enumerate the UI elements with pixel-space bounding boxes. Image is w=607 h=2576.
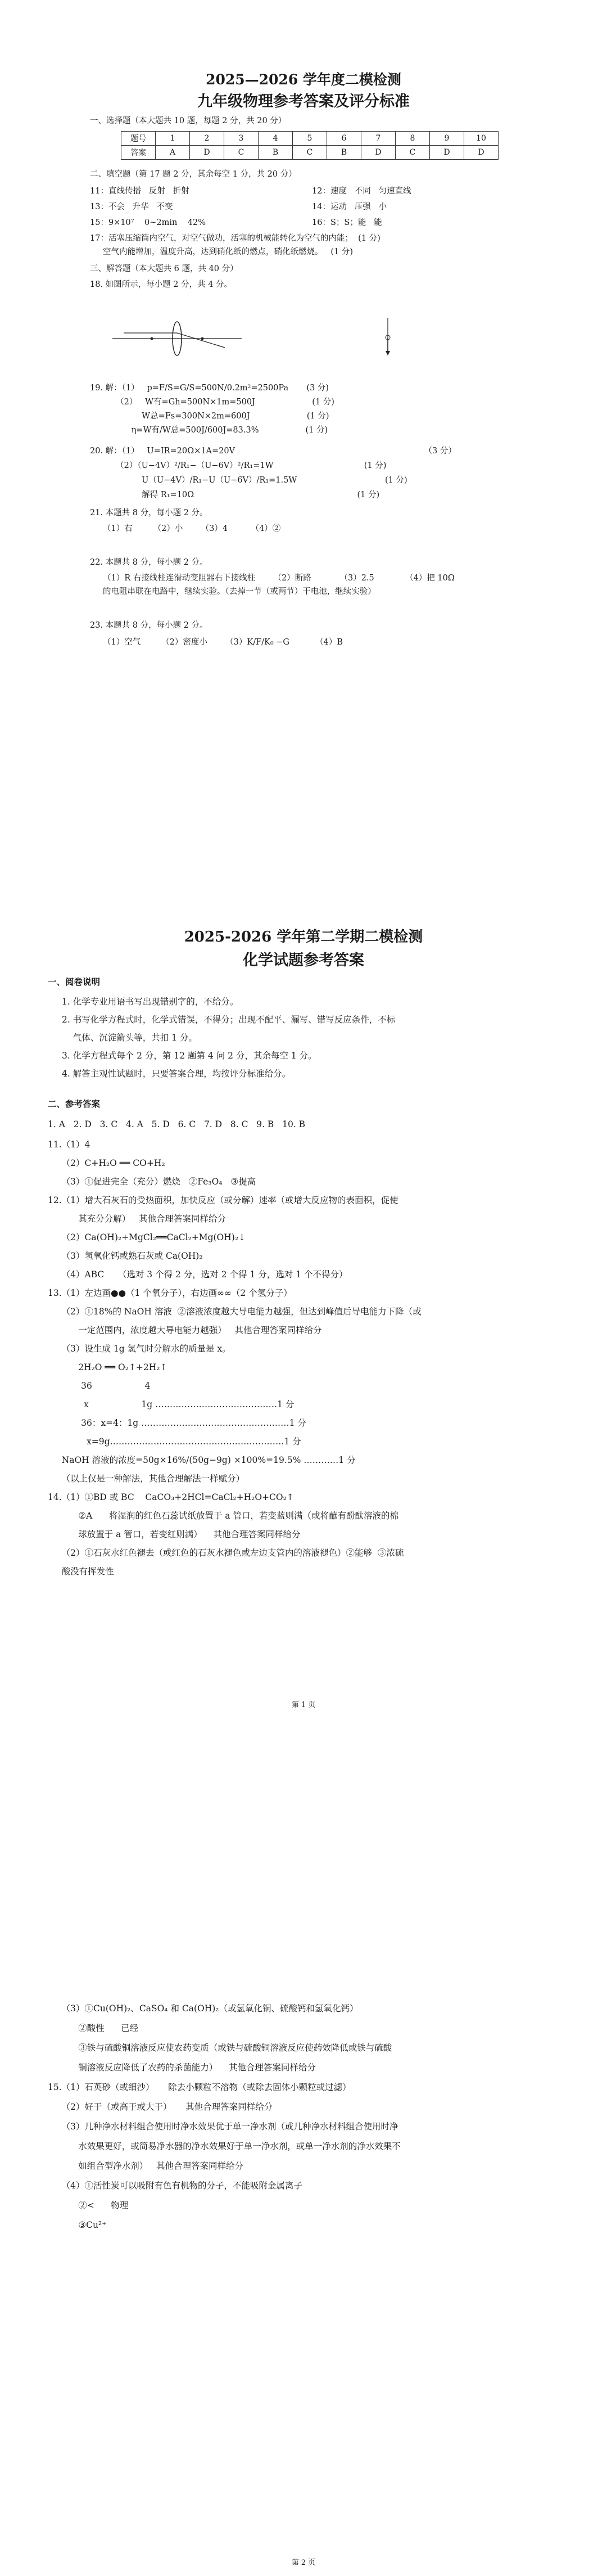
table-answer-cell: C xyxy=(224,146,259,160)
answer-line: （2）Ca(OH)₂+MgCl₂══CaCl₂+Mg(OH)₂↓ xyxy=(48,1232,246,1242)
table-header-cell: 题号 xyxy=(121,132,156,146)
chem-title-1: 2025-2026 学年第二学期二模检测 xyxy=(184,929,423,945)
answer-line: ②酸性 已经 xyxy=(48,2023,139,2033)
answer-line: （4）①活性炭可以吸附有色有机物的分子，不能吸附金属离子 xyxy=(48,2181,302,2191)
answer-line: 15.（1）石英砂（或细沙） 除去小颗粒不溶物（或除去固体小颗粒或过滤） xyxy=(48,2082,351,2092)
table-answer-cell: D xyxy=(361,146,396,160)
focus-point-left xyxy=(151,337,153,340)
answer-line: 36：x=4：1g ……………………………………………1 分 xyxy=(48,1418,306,1428)
q20-line-1: 20. 解：（1） U=IR=20Ω×1A=20V （3 分） xyxy=(90,447,456,456)
answer-line: 12.（1）增大石灰石的受热面积，加快反应（或分解）速率（或增大反应物的表面积，促使 xyxy=(48,1195,398,1205)
fill-17b: 空气内能增加，温度升高，达到硝化纸的燃点，硝化纸燃烧。 (1 分) xyxy=(90,247,354,256)
focus-point-right xyxy=(201,337,204,340)
q21-line-2: （1）右 （2）小 （3）4 （4）② xyxy=(90,524,281,533)
q23-line-2: （1）空气 （2）密度小 （3）K/F/K₀ −G （4）B xyxy=(90,638,343,647)
fill-15: 15：9×10⁷ 0~2min 42% xyxy=(90,218,206,227)
answer-line: （2）C+H₂O ══ CO+H₂ xyxy=(48,1158,165,1168)
fill-14: 14：运动 压强 小 xyxy=(312,202,387,211)
chemistry-page-2 xyxy=(0,1732,607,2576)
calc-heading: 三、解答题（本大题共 6 题，共 40 分） xyxy=(90,264,238,273)
answer-line: NaOH 溶液的浓度=50g×16%/(50g−9g) ×100%=19.5% …………1 分 xyxy=(48,1455,356,1465)
answer-line: （4）ABC （选对 3 个得 2 分，选对 2 个得 1 分，选对 1 个不得分） xyxy=(48,1269,348,1280)
answer-line: ③Cu²⁺ xyxy=(48,2220,107,2230)
table-header-cell: 6 xyxy=(327,132,361,146)
q22-line-1: 22. 本题共 8 分，每小题 2 分。 xyxy=(90,558,208,567)
answer-line: （3）几种净水材料组合使用时净水效果优于单一净水剂（或几种净水材料组合使用时净 xyxy=(48,2122,398,2132)
answer-line: （2）①18%的 NaOH 溶液 ②溶液浓度越大导电能力越强，但达到峰值后导电能力下降（或 xyxy=(48,1307,422,1317)
answer-line: （2）①石灰水红色褪去（或红色的石灰水褪色或左边支管内的溶液褪色）②能够 ③浓硫 xyxy=(48,1548,404,1558)
table-answer-cell: C xyxy=(293,146,327,160)
page-number-2: 第 2 页 xyxy=(291,2559,316,2567)
q19-line-4: η=W有/W总=500J/600J=83.3% (1 分) xyxy=(90,426,328,435)
note-3: 3. 化学方程式每个 2 分，第 12 题第 4 问 2 分，其余每空 1 分。 xyxy=(62,1051,317,1061)
table-header-cell: 8 xyxy=(396,132,430,146)
table-answer-cell: C xyxy=(396,146,430,160)
table-header-cell: 5 xyxy=(293,132,327,146)
table-answer-cell: D xyxy=(464,146,499,160)
answer-line: 2H₂O ══ O₂↑+2H₂↑ xyxy=(48,1362,167,1372)
answer-line: ③铁与硫酸铜溶液反应使农药变质（或铁与硫酸铜溶液反应使药效降低或铁与硫酸 xyxy=(48,2043,392,2053)
answer-line: x=9g……………………………………………………1 分 xyxy=(48,1436,301,1447)
table-header-cell: 10 xyxy=(464,132,499,146)
table-header-cell: 1 xyxy=(156,132,190,146)
answer-line: （以上仅是一种解法，其他合理解法一样赋分） xyxy=(48,1474,245,1484)
answer-line: ②A 将湿润的红色石蕊试纸放置于 a 管口，若变蓝则满（或将蘸有酚酞溶液的棉 xyxy=(48,1511,398,1521)
q21-line-1: 21. 本题共 8 分，每小题 2 分。 xyxy=(90,508,208,517)
chem-mc-answers: 1. A 2. D 3. C 4. A 5. D 6. C 7. D 8. C 9. B 10. B xyxy=(48,1119,306,1129)
physics-page xyxy=(0,0,607,832)
answer-line: （3）①促进完全（充分）燃烧 ②Fe₃O₄ ③提高 xyxy=(48,1177,256,1187)
answer-line: 13.（1）左边画●●（1 个氧分子），右边画∞∞（2 个氢分子） xyxy=(48,1288,292,1298)
q22-line-3: 的电阻串联在电路中，继续实验。（去掉一节（或两节）干电池，继续实验） xyxy=(90,587,376,596)
chemistry-page-1 xyxy=(0,889,607,1732)
table-header-cell: 7 xyxy=(361,132,396,146)
q19-line-3: W总=Fs=300N×2m=600J (1 分) xyxy=(90,412,329,421)
answer-line: 水效果更好，或简易净水器的净水效果好于单一净水剂，或单一净水剂的净水效果不 xyxy=(48,2141,401,2151)
note-2: 2. 书写化学方程式时，化学式错误，不得分；出现不配平、漏写、错写反应条件，不标 xyxy=(62,1015,396,1025)
fill-12: 12：速度 不同 匀速直线 xyxy=(312,187,411,196)
physics-title-2: 九年级物理参考答案及评分标准 xyxy=(197,93,410,110)
chem-section-1: 一、阅卷说明 xyxy=(48,976,101,987)
answer-line: 其充分分解） 其他合理答案同样给分 xyxy=(48,1214,226,1224)
q18-text: 18. 如图所示，每小题 2 分，共 4 分。 xyxy=(90,280,233,289)
mc-heading: 一、选择题（本大题共 10 题，每题 2 分，共 20 分） xyxy=(90,116,287,125)
answer-line: （3）①Cu(OH)₂、CaSO₄ 和 Ca(OH)₂（或氢氧化铜、硫酸钙和氢氧化钙） xyxy=(48,2003,359,2014)
q20-line-3: U（U−4V）/R₁−U（U−6V）/R₁=1.5W (1 分) xyxy=(90,476,407,485)
answer-table-answer-row xyxy=(121,146,499,160)
answer-line: 11.（1）4 xyxy=(48,1140,90,1150)
arrow-head xyxy=(386,351,390,355)
answer-line: （3）氢氧化钙或熟石灰或 Ca(OH)₂ xyxy=(48,1251,203,1261)
answer-table xyxy=(121,131,499,160)
page-number-1: 第 1 页 xyxy=(291,1701,316,1709)
fill-17a: 17：活塞压缩筒内空气，对空气做功，活塞的机械能转化为空气的内能； (1 分) xyxy=(90,234,380,243)
fill-16: 16：S；S；能 能 xyxy=(312,218,382,227)
lens-diagram xyxy=(112,321,242,360)
answer-line: （3）设生成 1g 氢气时分解水的质量是 x。 xyxy=(48,1344,231,1354)
answer-line: （2）好于（或高于或大于） 其他合理答案同样给分 xyxy=(48,2102,273,2112)
table-header-cell: 3 xyxy=(224,132,259,146)
note-1: 1. 化学专业用语书写出现错别字的，不给分。 xyxy=(62,997,239,1007)
table-header-cell: 4 xyxy=(259,132,293,146)
answer-line: 14.（1）①BD 或 BC CaCO₃+2HCl=CaCl₂+H₂O+CO₂↑ xyxy=(48,1492,294,1502)
fill-heading: 二、填空题（第 17 题 2 分，其余每空 1 分，共 20 分） xyxy=(90,170,297,179)
table-header-cell: 2 xyxy=(190,132,224,146)
answer-line: 如组合型净水剂） 其他合理答案同样给分 xyxy=(48,2161,243,2171)
table-answer-cell: A xyxy=(156,146,190,160)
q23-line-1: 23. 本题共 8 分，每小题 2 分。 xyxy=(90,621,208,630)
table-answer-cell: 答案 xyxy=(121,146,156,160)
q22-line-2: （1）R 右接线柱连滑动变阻器右下接线柱 （2）断路 （3）2.5 （4）把 10Ω xyxy=(90,574,455,583)
chem-section-2: 二、参考答案 xyxy=(48,1098,101,1109)
answer-line: ②< 物理 xyxy=(48,2200,129,2210)
answer-line: x 1g ……………………………………1 分 xyxy=(48,1399,295,1409)
table-header-cell: 9 xyxy=(430,132,464,146)
q19-line-2: （2） W有=Gh=500N×1m=500J (1 分) xyxy=(90,398,334,407)
note-4: 4. 解答主观性试题时，只要答案合理，均按评分标准给分。 xyxy=(62,1069,291,1079)
note-2-cont: 气体、沉淀箭头等，共扣 1 分。 xyxy=(62,1033,197,1043)
answer-line: 36 4 xyxy=(48,1381,151,1391)
answer-line: 铜溶液反应降低了农药的杀菌能力） 其他合理答案同样给分 xyxy=(48,2062,316,2073)
physics-title-1: 2025—2026 学年度二模检测 xyxy=(206,71,401,88)
q20-line-2: （2）（U−4V）²/R₁−（U−6V）²/R₁=1W (1 分) xyxy=(90,461,387,470)
table-answer-cell: D xyxy=(190,146,224,160)
table-answer-cell: B xyxy=(259,146,293,160)
chem-title-2: 化学试题参考答案 xyxy=(243,952,364,969)
q19-line-1: 19. 解：（1） p=F/S=G/S=500N/0.2m²=2500Pa (3 分) xyxy=(90,384,329,393)
answer-line: 一定范围内，浓度越大导电能力越强） 其他合理答案同样给分 xyxy=(48,1325,322,1335)
refracted-ray xyxy=(177,333,225,348)
fill-11: 11：直线传播 反射 折射 xyxy=(90,187,189,196)
answer-line: 酸没有挥发性 xyxy=(48,1566,114,1577)
table-answer-cell: B xyxy=(327,146,361,160)
answer-line: 球放置于 a 管口，若变红则满） 其他合理答案同样给分 xyxy=(48,1529,301,1539)
table-answer-cell: D xyxy=(430,146,464,160)
fill-13: 13：不会 升华 不变 xyxy=(90,202,173,211)
answer-table-header-row xyxy=(121,132,499,146)
q20-line-4: 解得 R₁=10Ω (1 分) xyxy=(90,490,380,499)
force-diagram xyxy=(371,315,405,360)
